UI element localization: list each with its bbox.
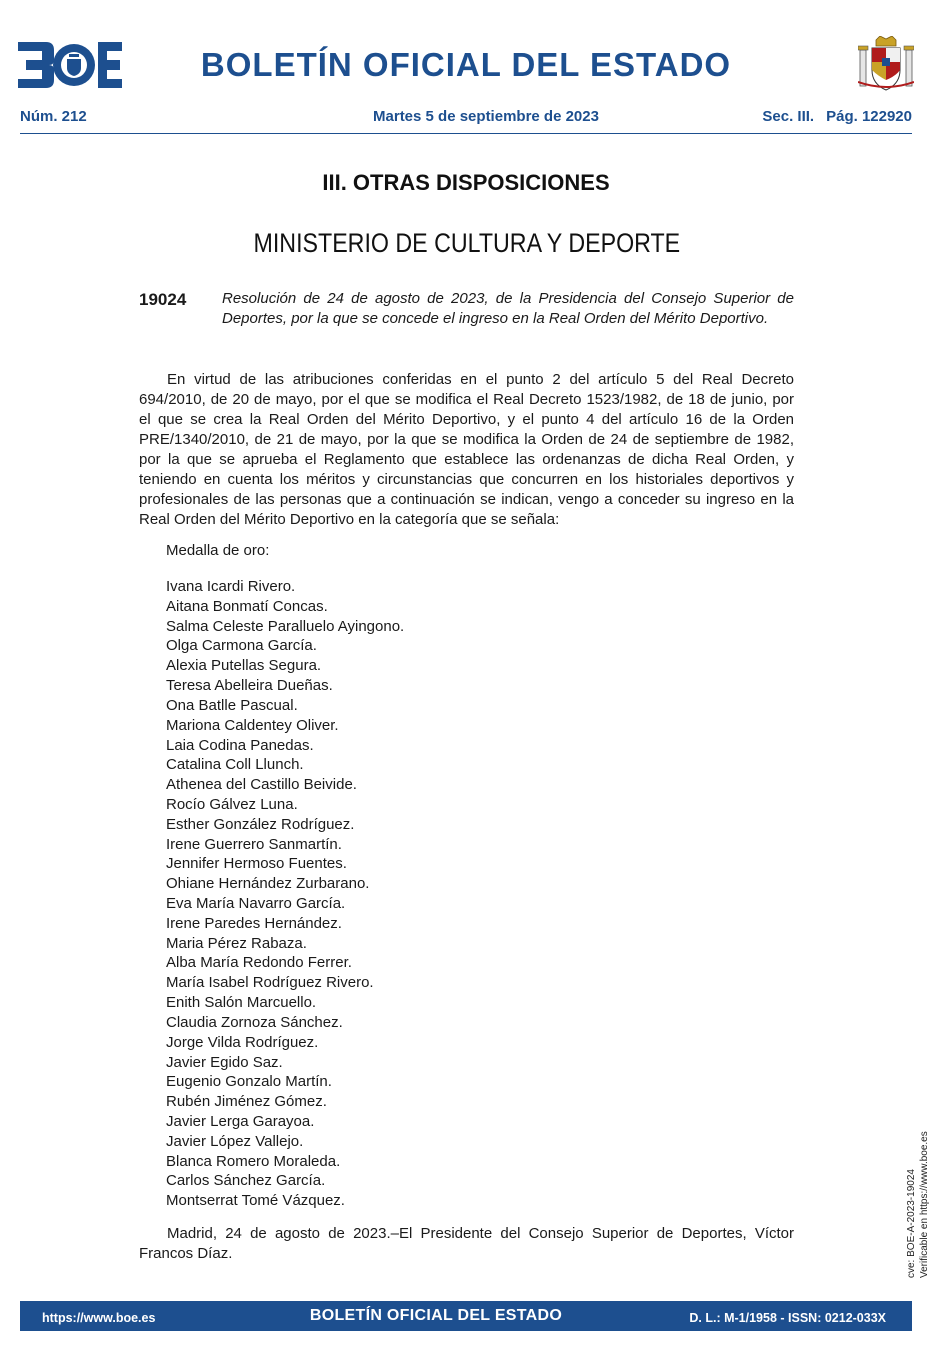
recipient-item: Irene Guerrero Sanmartín. — [166, 835, 342, 853]
recipient-item: Blanca Romero Moraleda. — [166, 1152, 341, 1170]
recipient-item: Ivana Icardi Rivero. — [166, 578, 296, 595]
verification-link[interactable]: Verificable en https://www.boe.es — [919, 1131, 930, 1278]
issue-date: Martes 5 de septiembre de 2023 — [373, 108, 599, 125]
section-heading: III. OTRAS DISPOSICIONES — [322, 170, 610, 195]
recipient-item: Eva María Navarro García. — [166, 895, 346, 912]
section-page — [762, 108, 912, 125]
body-paragraph: En virtud de las atribuciones conferidas en el punto 2 del artículo 5 del Real Decreto 694/2010, de 20 de mayo, por el que se modifica el Real Decreto 1523/1982, de 18 de junio, por el que se crea la Real Orden del Mérito Deportivo, y el punto 4 del artículo 16 de la Orden PRE/1340/2010, de 21 de mayo, por la que se modifica la Orden de 24 de septiembre de 1982, por la que se aprueba el Reglamento que establece las ordenanzas de dicha Real Orden, y teniendo en cuenta los méritos y circunstancias que concurren en los historiales deportivos y profesionales de las personas que a continuación se indican, vengo a conceder su ingreso en la Real Orden del Mérito Deportivo en la categoría que se señala: — [139, 371, 794, 528]
issue-meta-bar — [20, 108, 912, 128]
coat-of-arms-icon — [858, 36, 914, 94]
masthead-title: BOLETÍN OFICIAL DEL ESTADO — [200, 46, 732, 83]
recipient-item: Irene Paredes Hernández. — [166, 914, 342, 932]
recipient-item: Teresa Abelleira Dueñas. — [166, 677, 333, 695]
cve-code: cve: BOE-A-2023-19024 — [906, 1169, 917, 1278]
recipient-item: Maria Pérez Rabaza. — [166, 934, 307, 952]
footer-url-link[interactable]: https://www.boe.es — [42, 1311, 156, 1325]
footer-legal: D. L.: M-1/1958 - ISSN: 0212-033X — [689, 1311, 886, 1325]
recipient-item: Athenea del Castillo Beivide. — [166, 776, 357, 794]
issue-number: Núm. 212 — [20, 108, 87, 125]
recipient-item: Rubén Jiménez Gómez. — [166, 1093, 327, 1111]
document-number: 19024 — [139, 290, 187, 309]
recipient-item: Javier López Vallejo. — [166, 1132, 304, 1150]
recipient-item: Mariona Caldentey Oliver. — [166, 716, 339, 734]
recipient-item: Aitana Bonmatí Concas. — [166, 597, 328, 615]
recipient-item: Ohiane Hernández Zurbarano. — [166, 875, 370, 893]
recipient-item: Rocío Gálvez Luna. — [166, 795, 298, 813]
recipient-item: Catalina Coll Llunch. — [166, 756, 304, 774]
recipient-item: Claudia Zornoza Sánchez. — [166, 1013, 343, 1031]
recipient-item: Enith Salón Marcuello. — [166, 994, 317, 1012]
closing-signature: Madrid, 24 de agosto de 2023.–El Presidente del Consejo Superior de Deportes, Víctor Francos Díaz. — [139, 1225, 794, 1262]
medal-label: Medalla de oro: — [166, 542, 270, 559]
recipient-item: Esther González Rodríguez. — [166, 815, 355, 833]
recipient-item: Ona Batlle Pascual. — [166, 696, 298, 714]
resolution-title: Resolución de 24 de agosto de 2023, de la Presidencia del Consejo Superior de Deportes, por la que se concede el ingreso en la Real Orden del Mérito Deportivo. — [222, 290, 794, 327]
verification-note — [905, 1078, 941, 1278]
recipient-item: Laia Codina Panedas. — [166, 736, 314, 754]
recipient-item: Carlos Sánchez García. — [166, 1172, 326, 1190]
footer-title: BOLETÍN OFICIAL DEL ESTADO — [309, 1307, 563, 1324]
recipient-item: Montserrat Tomé Vázquez. — [166, 1192, 345, 1210]
recipient-item: Alba María Redondo Ferrer. — [166, 954, 352, 972]
footer-bar — [20, 1301, 912, 1331]
section-label: Sec. III. — [762, 108, 815, 125]
recipient-list — [166, 577, 404, 1211]
recipient-item: María Isabel Rodríguez Rivero. — [166, 974, 374, 992]
recipient-item: Alexia Putellas Segura. — [166, 657, 322, 675]
recipient-item: Javier Lerga Garayoa. — [166, 1112, 315, 1130]
recipient-item: Olga Carmona García. — [166, 637, 317, 655]
page-label: Pág. 122920 — [826, 108, 912, 125]
recipient-item: Salma Celeste Paralluelo Ayingono. — [166, 617, 405, 635]
recipient-item: Javier Egido Saz. — [166, 1053, 283, 1071]
ministry-title: MINISTERIO DE CULTURA Y DEPORTE — [253, 228, 681, 258]
recipient-item: Jennifer Hermoso Fuentes. — [166, 855, 347, 873]
header-divider — [20, 133, 912, 134]
recipient-item: Eugenio Gonzalo Martín. — [166, 1073, 332, 1091]
recipient-item: Jorge Vilda Rodríguez. — [166, 1033, 319, 1051]
